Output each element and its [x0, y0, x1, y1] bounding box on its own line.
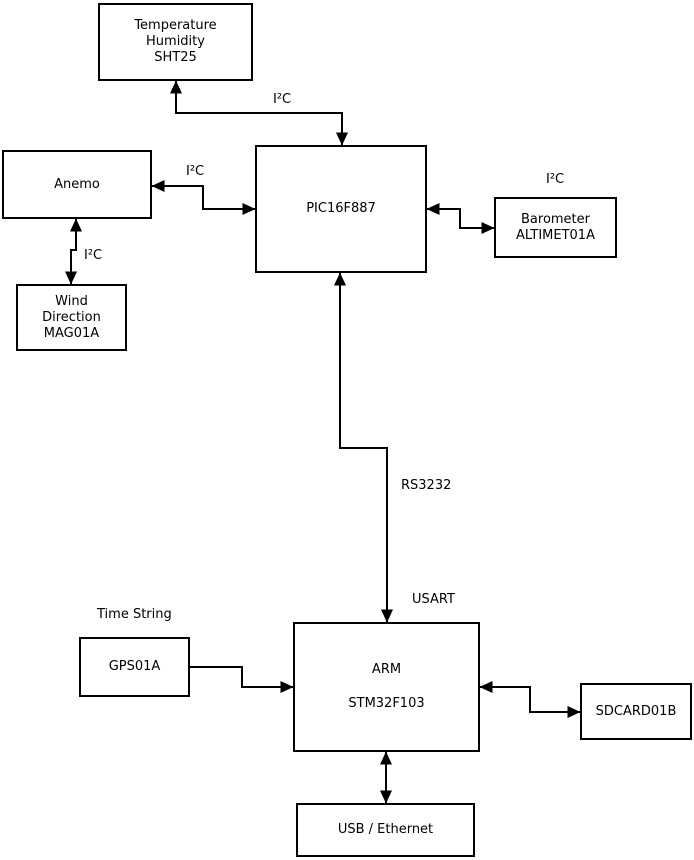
node-label: ALTIMET01A: [516, 227, 595, 243]
node-label: Humidity: [146, 34, 205, 49]
node-usb-ethernet: [296, 803, 475, 857]
edge-label-i2c-wind-direction: I²C: [84, 248, 103, 263]
node-label: Wind: [55, 293, 88, 309]
edge-label-time-string: Time String: [97, 607, 172, 622]
node-pic16f887: [255, 145, 427, 273]
edge-label-i2c-temperature: I²C: [273, 92, 292, 107]
node-label: MAG01A: [43, 325, 100, 341]
connector-anemo-pic: [152, 186, 255, 209]
connector-pic-barometer: [427, 209, 494, 228]
node-label: ARM: [371, 662, 402, 677]
connector-pic-arm: [340, 273, 387, 622]
node-temperature-humidity-sht25: [98, 3, 253, 81]
edge-label-i2c-anemo: I²C: [186, 164, 205, 179]
edge-label-i2c-barometer: I²C: [546, 172, 565, 187]
node-label: SHT25: [154, 50, 197, 65]
connector-anemo-wind-direction: [71, 219, 76, 284]
node-label: GPS01A: [108, 659, 161, 674]
node-label: Anemo: [54, 176, 100, 192]
node-anemo: [2, 150, 152, 219]
connector-gps-arm: [190, 667, 293, 687]
node-barometer-altimet01a: [494, 197, 617, 258]
node-label: Barometer: [521, 211, 590, 227]
connector-temperature-pic: [176, 81, 342, 145]
connector-arm-sdcard: [480, 687, 580, 712]
node-label: USB / Ethernet: [337, 822, 434, 837]
node-label: STM32F103: [348, 696, 425, 711]
edge-label-usart: USART: [412, 592, 455, 607]
node-label: Temperature: [134, 18, 217, 33]
node-wind-direction-mag01a: [16, 284, 127, 351]
node-arm-stm32f103: [293, 622, 480, 752]
node-label: Direction: [42, 309, 101, 325]
node-sdcard01b: [580, 683, 692, 740]
edge-label-rs3232: RS3232: [401, 478, 452, 493]
node-label: SDCARD01B: [595, 703, 677, 719]
node-label: PIC16F887: [306, 201, 376, 216]
node-gps01a: [79, 637, 190, 697]
